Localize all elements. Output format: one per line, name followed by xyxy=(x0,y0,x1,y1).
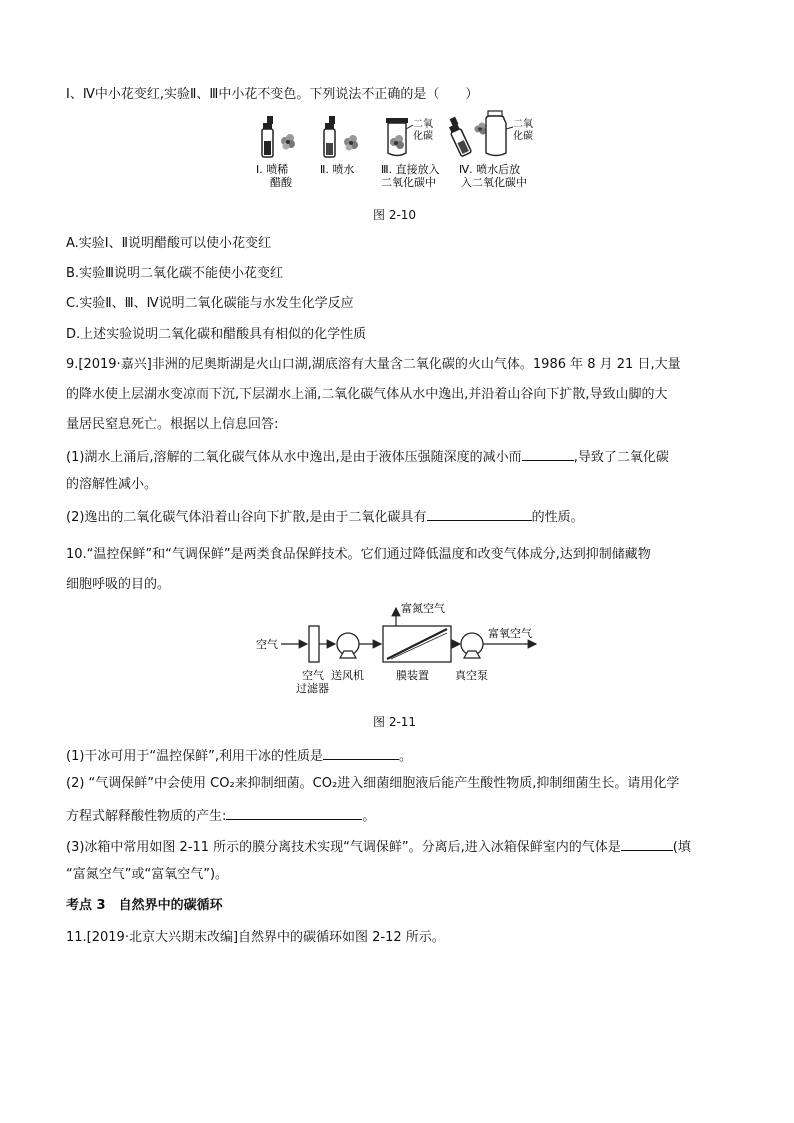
q9-answer-blank-1[interactable] xyxy=(522,446,574,461)
label-iii-line1: Ⅲ. 直接放入 xyxy=(381,163,440,176)
membrane-device xyxy=(383,626,451,662)
label-i-line1: Ⅰ. 喷稀 xyxy=(256,163,289,176)
q8-option-a: A.实验Ⅰ、Ⅱ说明醋酸可以使小花变红 xyxy=(66,236,272,251)
q10-part3-cont: “富氮空气”或“富氧空气”)。 xyxy=(66,867,229,882)
q10-part1-text-end: 。 xyxy=(399,749,413,764)
q10-part2-text: 方程式解释酸性物质的产生: xyxy=(66,809,227,824)
q9-part2-text: (2)逸出的二氧化碳气体沿着山谷向下扩散,是由于二氧化碳具有 xyxy=(66,510,427,525)
membrane-label: 膜装置 xyxy=(396,669,429,682)
q9-line2: 的降水使上层湖水变凉而下沉,下层湖水上涌,二氧化碳气体从水中逸出,并沿着山谷向下扩散,导致山脚的大 xyxy=(66,387,668,402)
q8-option-d: D.上述实验说明二氧化碳和醋酸具有相似的化学性质 xyxy=(66,327,367,342)
q10-part3-text: (3)冰箱中常用如图 2-11 所示的膜分离技术实现“气调保鲜”。分离后,进入冰箱保鲜室内的气体是 xyxy=(66,840,621,855)
q10-part3 xyxy=(66,836,691,857)
label-iv-line2: 入二氧化碳中 xyxy=(461,176,527,189)
filter-label-line1: 空气 xyxy=(302,669,324,682)
q10-part1-text: (1)干冰可用于“温控保鲜”,利用干冰的性质是 xyxy=(66,749,324,764)
figure-2-10-caption: 图 2-10 xyxy=(373,208,417,222)
q9-part1 xyxy=(66,446,669,467)
q9-part1-text-end: ,导致了二氧化碳 xyxy=(573,450,669,465)
co2-label: 化碳 xyxy=(413,131,433,142)
co2-label: 化碳 xyxy=(513,131,533,142)
section-heading: 考点 3 自然界中的碳循环 xyxy=(66,898,223,913)
q8-option-c: C.实验Ⅱ、Ⅲ、Ⅳ说明二氧化碳能与水发生化学反应 xyxy=(66,296,354,311)
filter-label-line2: 过滤器 xyxy=(296,682,329,695)
air-label: 空气 xyxy=(256,638,278,651)
blower-icon xyxy=(337,633,359,658)
q10-answer-blank-2[interactable] xyxy=(226,805,362,820)
q10-part2-cont xyxy=(66,805,375,826)
q11-text: 11.[2019·北京大兴期末改编]自然界中的碳循环如图 2-12 所示。 xyxy=(66,930,445,945)
spray-bottle-icon xyxy=(445,117,471,157)
o2-rich-air-label: 富氧空气 xyxy=(488,627,532,640)
q10-part3-text-end: (填 xyxy=(672,840,691,855)
q9-part1-text: (1)湖水上涌后,溶解的二氧化碳气体从水中逸出,是由于液体压强随深度的减小而 xyxy=(66,450,522,465)
q9-line3: 量居民窒息死亡。根据以上信息回答: xyxy=(66,417,279,432)
spray-bottle-icon xyxy=(262,116,273,157)
flower-icon xyxy=(344,135,358,151)
figure-2-11-caption: 图 2-11 xyxy=(373,715,417,729)
label-iv-line1: Ⅳ. 喷水后放 xyxy=(459,163,521,176)
gas-jar-icon xyxy=(486,111,513,156)
flower-icon xyxy=(281,134,295,150)
blower-label: 送风机 xyxy=(331,669,364,682)
q10-part2-text-end: 。 xyxy=(362,809,376,824)
label-i-line2: 醋酸 xyxy=(270,176,292,189)
vacuum-pump-icon xyxy=(461,633,483,658)
vacuum-pump-label: 真空泵 xyxy=(455,669,488,682)
figure-2-11 xyxy=(0,600,794,710)
spray-bottle-icon xyxy=(324,116,335,157)
q9-answer-blank-2[interactable] xyxy=(427,506,532,521)
label-iii-line2: 二氧化碳中 xyxy=(381,176,436,189)
q10-answer-blank-1[interactable] xyxy=(323,745,399,760)
co2-label: 二氧 xyxy=(513,119,533,130)
q10-part1 xyxy=(66,745,412,766)
q10-line2: 细胞呼吸的目的。 xyxy=(66,577,171,592)
q10-line1: 10.“温控保鲜”和“气调保鲜”是两类食品保鲜技术。它们通过降低温度和改变气体成分,达到抑制储藏物 xyxy=(66,547,651,562)
flower-icon xyxy=(475,123,487,135)
q8-stem: Ⅰ、Ⅳ中小花变红,实验Ⅱ、Ⅲ中小花不变色。下列说法不正确的是（ ） xyxy=(66,87,479,102)
q10-part2: (2) “气调保鲜”中会使用 CO₂来抑制细菌。CO₂进入细菌细胞液后能产生酸性物质,抑制细菌生长。请用化学 xyxy=(66,776,680,791)
q9-line1: 9.[2019·嘉兴]非洲的尼奥斯湖是火山口湖,湖底溶有大量含二氧化碳的火山气体。1986 年 8 月 21 日,大量 xyxy=(66,357,681,372)
q10-answer-blank-3[interactable] xyxy=(621,836,673,851)
n2-rich-air-label: 富氮空气 xyxy=(401,602,445,615)
q9-part1-cont: 的溶解性减小。 xyxy=(66,477,158,492)
q9-part2 xyxy=(66,506,584,527)
air-filter xyxy=(309,626,319,662)
q9-part2-text-end: 的性质。 xyxy=(531,510,584,525)
co2-label: 二氧 xyxy=(413,119,433,130)
label-ii: Ⅱ. 喷水 xyxy=(320,163,355,176)
q8-option-b: B.实验Ⅲ说明二氧化碳不能使小花变红 xyxy=(66,266,284,281)
gas-jar-icon xyxy=(386,118,413,156)
